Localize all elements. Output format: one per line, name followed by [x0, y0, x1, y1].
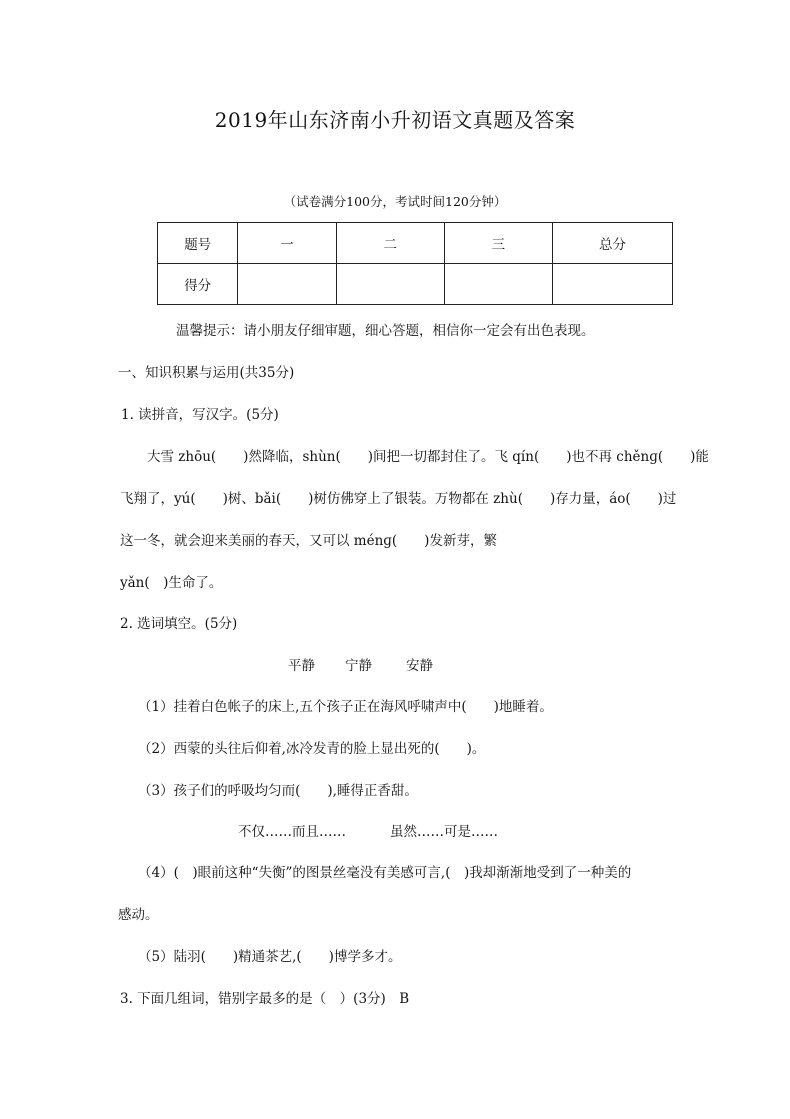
- word-choice: 平静: [288, 658, 315, 674]
- header-cell: 题号: [158, 223, 238, 264]
- header-cell: 总分: [552, 223, 672, 264]
- question-2-item: （2）西蒙的头往后仰着,冰冷发青的脸上显出死的( )。: [138, 741, 486, 757]
- question-1-line: 大雪 zhōu( )然降临，shùn( )间把一切都封住了。飞 qín( )也不再 chěnɡ( )能: [147, 449, 709, 465]
- question-2-item: （1）挂着白色帐子的床上,五个孩子正在海风呼啸声中( )地睡着。: [138, 699, 553, 715]
- score-cell[interactable]: [552, 264, 672, 305]
- page-title: 2019年山东济南小升初语文真题及答案: [214, 108, 576, 132]
- word-choice: 不仅……而且……: [238, 824, 346, 840]
- header-cell: 一: [238, 223, 336, 264]
- tip-text: 温馨提示：请小朋友仔细审题，细心答题，相信你一定会有出色表现。: [176, 323, 595, 339]
- exam-info: （试卷满分100分，考试时间120分钟）: [283, 194, 507, 209]
- question-2-item: （4）( )眼前这种“失衡”的图景丝毫没有美感可言,( )我却渐渐地受到了一种美的: [138, 865, 632, 881]
- section-heading: 一、知识积累与运用(共35分): [118, 365, 295, 381]
- word-choice: 宁静: [345, 658, 372, 674]
- header-cell: 三: [444, 223, 552, 264]
- score-table: [157, 222, 673, 305]
- word-choices-2: [238, 820, 498, 840]
- question-1-line: yǎn( )生命了。: [120, 575, 223, 591]
- score-table-score-row: [158, 264, 673, 305]
- question-2-item: 感动。: [118, 907, 159, 923]
- score-cell[interactable]: [238, 264, 336, 305]
- score-cell[interactable]: [444, 264, 552, 305]
- question-2-title: 2. 选词填空。(5分): [120, 616, 238, 632]
- word-choices-1: [288, 654, 433, 674]
- score-label-cell: 得分: [158, 264, 238, 305]
- question-1-line: 这一冬，就会迎来美丽的春天，又可以 ménɡ( )发新芽，繁: [120, 533, 497, 549]
- question-3-title: 3. 下面几组词，错别字最多的是（ ）(3分) B: [120, 991, 410, 1007]
- question-1-title: 1. 读拼音，写汉字。(5分): [121, 407, 279, 423]
- question-2-item: （5）陆羽( )精通茶艺,( )博学多才。: [138, 949, 402, 965]
- word-choice: 虽然……可是……: [390, 824, 498, 840]
- score-cell[interactable]: [336, 264, 444, 305]
- header-cell: 二: [336, 223, 444, 264]
- score-table-header-row: [158, 223, 673, 264]
- word-choice: 安静: [406, 658, 433, 674]
- question-1-line: 飞翔了，yú( )树、bǎi( )树仿佛穿上了银装。万物都在 zhù( )存力量，áo( )过: [120, 491, 677, 507]
- question-2-item: （3）孩子们的呼吸均匀而( ),睡得正香甜。: [138, 783, 418, 799]
